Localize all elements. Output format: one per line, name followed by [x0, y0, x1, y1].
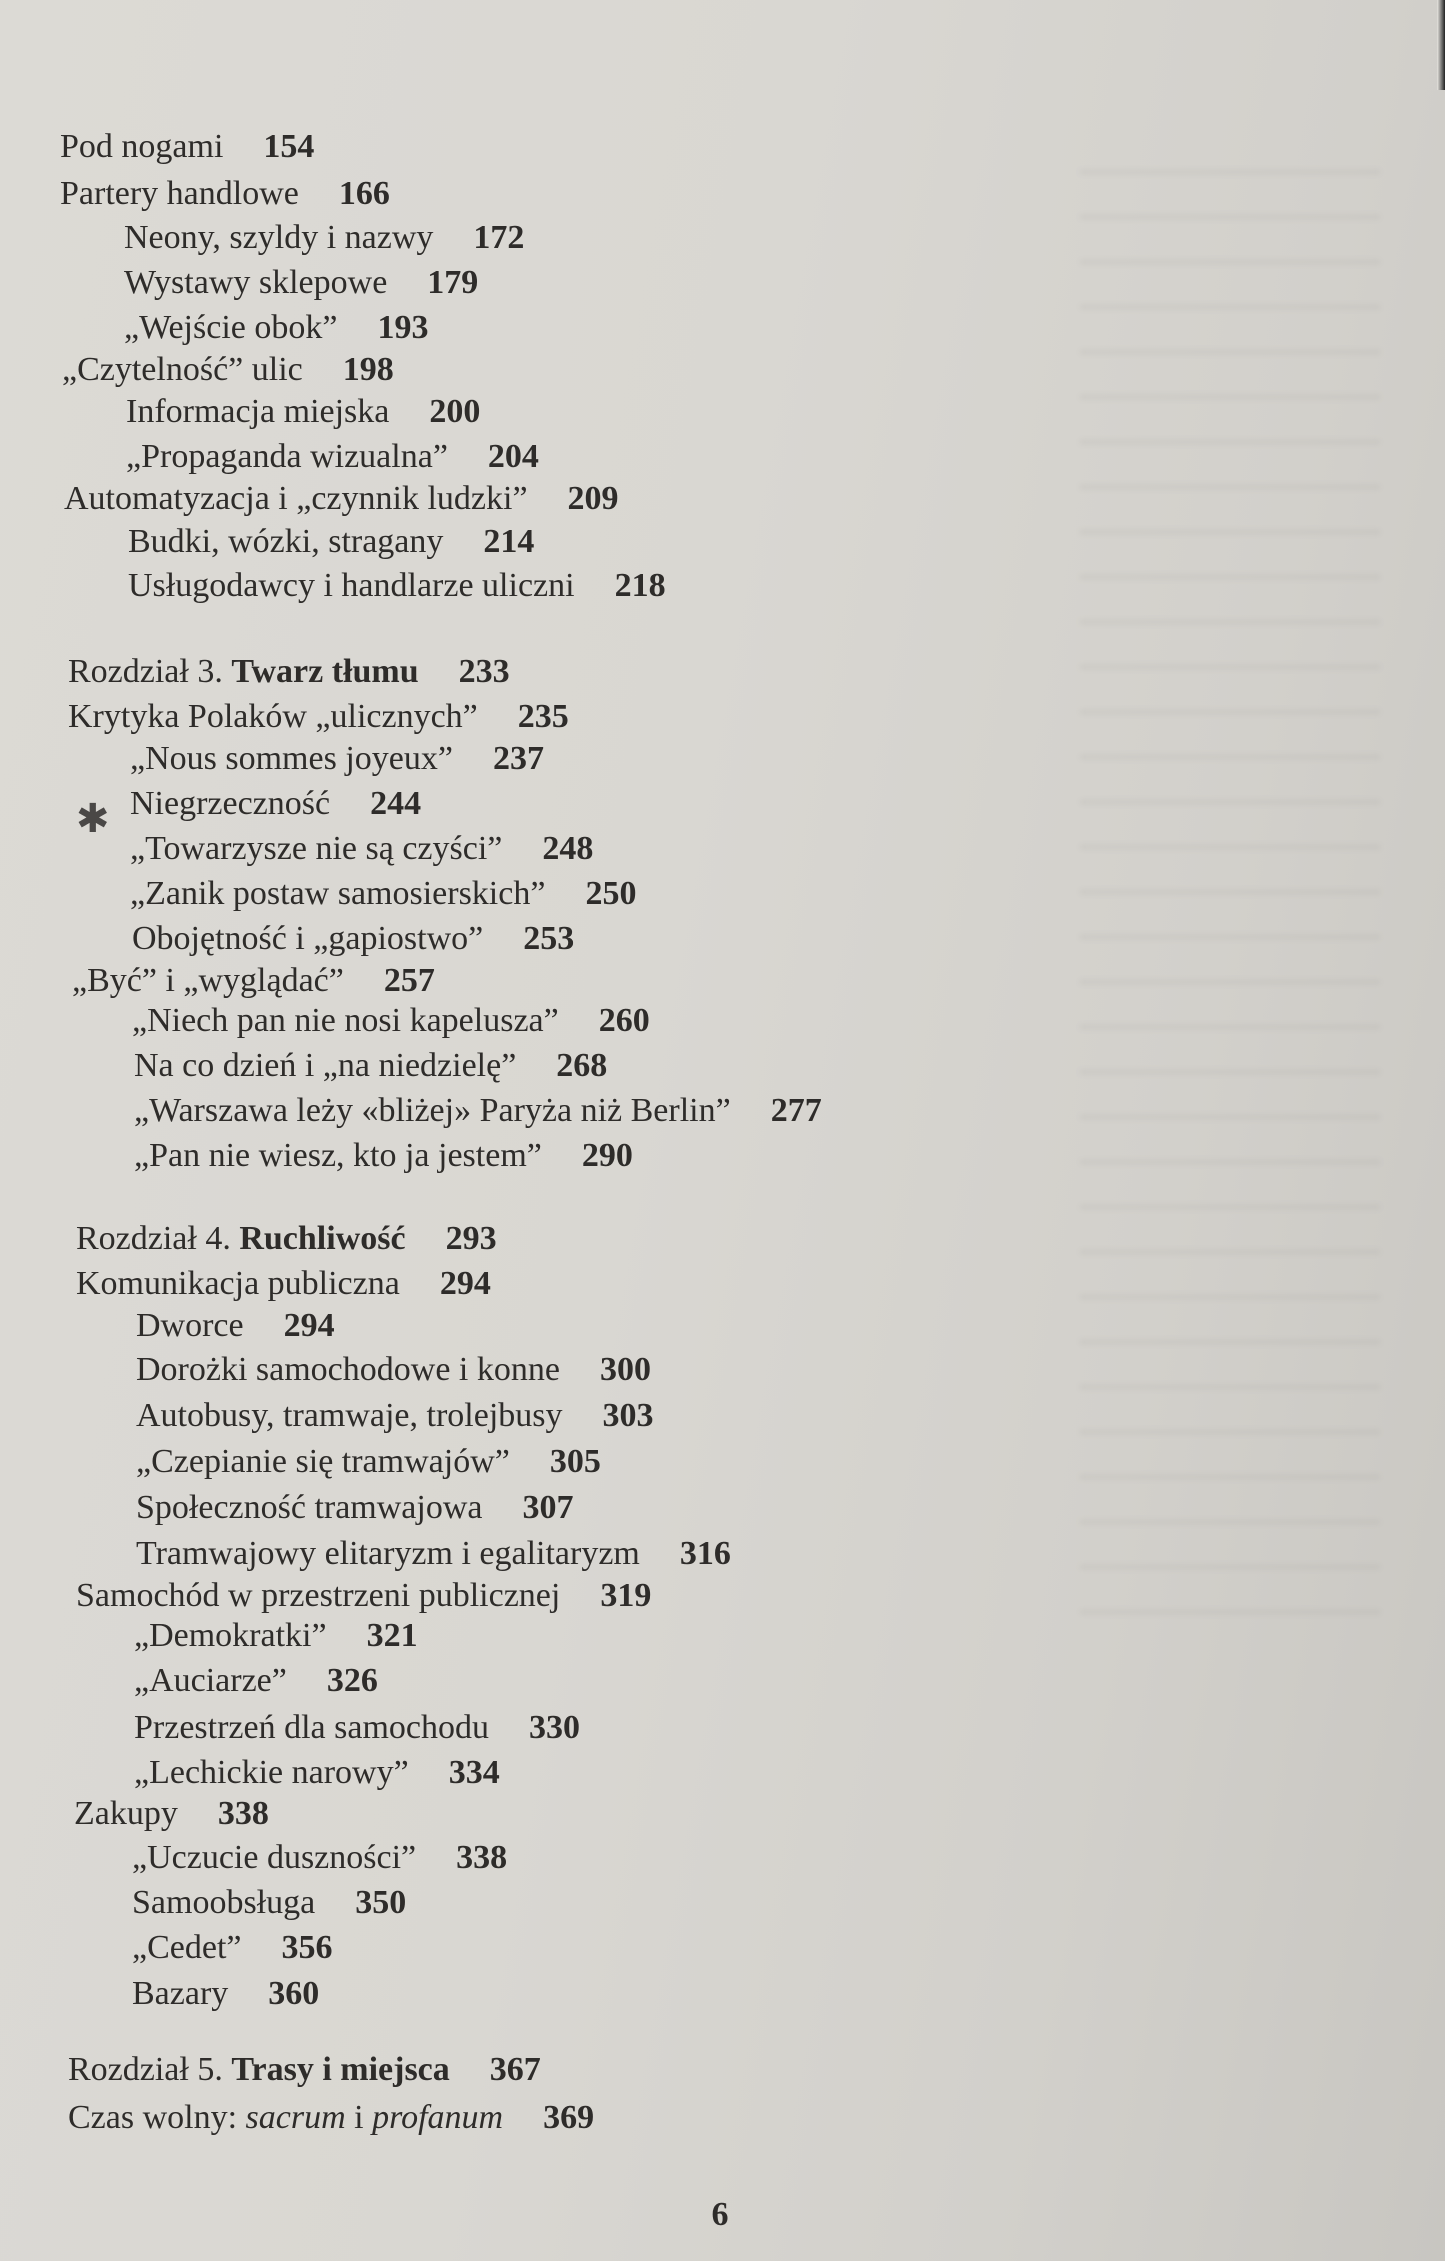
- toc-subentry: „Demokratki” 321: [134, 1617, 418, 1654]
- toc-subentry: Budki, wózki, stragany 214: [128, 523, 535, 560]
- chapter-heading: Rozdział 3. Twarz tłumu 233: [68, 653, 510, 690]
- toc-entry: Automatyzacja i „czynnik ludzki” 209: [64, 480, 619, 517]
- toc-subentry: Niegrzeczność 244: [130, 785, 422, 822]
- toc-entry: Komunikacja publiczna 294: [76, 1265, 491, 1302]
- toc-subentry: Autobusy, tramwaje, trolejbusy 303: [136, 1397, 654, 1434]
- toc-subentry: Dorożki samochodowe i konne 300: [136, 1351, 651, 1388]
- toc-subentry: „Niech pan nie nosi kapelusza” 260: [132, 1002, 650, 1039]
- asterisk-annotation-icon: ✱: [76, 796, 110, 841]
- toc-subentry: Informacja miejska 200: [126, 393, 481, 430]
- toc-subentry: Obojętność i „gapiostwo” 253: [132, 920, 575, 957]
- toc-subentry: Neony, szyldy i nazwy 172: [124, 219, 525, 256]
- toc-subentry: Społeczność tramwajowa 307: [136, 1489, 574, 1526]
- toc-subentry: „Propaganda wizualna” 204: [126, 438, 539, 475]
- toc-entry: Krytyka Polaków „ulicznych” 235: [68, 698, 569, 735]
- toc-subentry: Tramwajowy elitaryzm i egalitaryzm 316: [136, 1535, 731, 1572]
- toc-subentry: „Pan nie wiesz, kto ja jestem” 290: [134, 1137, 633, 1174]
- toc-subentry: „Nous sommes joyeux” 237: [130, 740, 544, 777]
- chapter-heading: Rozdział 4. Ruchliwość 293: [76, 1220, 497, 1257]
- toc-subentry: Samoobsługa 350: [132, 1884, 407, 1921]
- bleed-through-text: [1080, 140, 1380, 1640]
- toc-subentry: „Towarzysze nie są czyści” 248: [130, 830, 594, 867]
- toc-subentry: „Auciarze” 326: [134, 1662, 378, 1699]
- toc-subentry: Usługodawcy i handlarze uliczni 218: [128, 567, 666, 604]
- toc-entry: Czas wolny: sacrum i profanum 369: [68, 2099, 595, 2136]
- toc-subentry: Dworce 294: [136, 1307, 335, 1344]
- toc-subentry: „Czepianie się tramwajów” 305: [136, 1443, 601, 1480]
- page-edge-shadow: [1437, 0, 1445, 90]
- toc-subentry: Przestrzeń dla samochodu 330: [134, 1709, 580, 1746]
- chapter-heading: Rozdział 5. Trasy i miejsca 367: [68, 2051, 541, 2088]
- toc-subentry: Na co dzień i „na niedzielę” 268: [134, 1047, 608, 1084]
- page-number: 6: [711, 2196, 729, 2233]
- toc-subentry: Bazary 360: [132, 1975, 320, 2012]
- toc-subentry: „Zanik postaw samosierskich” 250: [130, 875, 637, 912]
- toc-entry: „Być” i „wyglądać” 257: [72, 962, 435, 999]
- toc-subentry: „Cedet” 356: [132, 1929, 333, 1966]
- toc-entry: Zakupy 338: [74, 1795, 269, 1832]
- toc-subentry: „Wejście obok” 193: [124, 309, 429, 346]
- toc-entry: Pod nogami 154: [60, 128, 315, 165]
- toc-subentry: „Warszawa leży «bliżej» Paryża niż Berlin” 277: [134, 1092, 822, 1129]
- toc-entry: „Czytelność” ulic 198: [62, 351, 394, 388]
- toc-subentry: Wystawy sklepowe 179: [124, 264, 479, 301]
- toc-entry: Partery handlowe 166: [60, 175, 390, 212]
- toc-subentry: „Uczucie duszności” 338: [132, 1839, 508, 1876]
- toc-subentry: „Lechickie narowy” 334: [134, 1754, 500, 1791]
- toc-entry: Samochód w przestrzeni publicznej 319: [76, 1577, 652, 1614]
